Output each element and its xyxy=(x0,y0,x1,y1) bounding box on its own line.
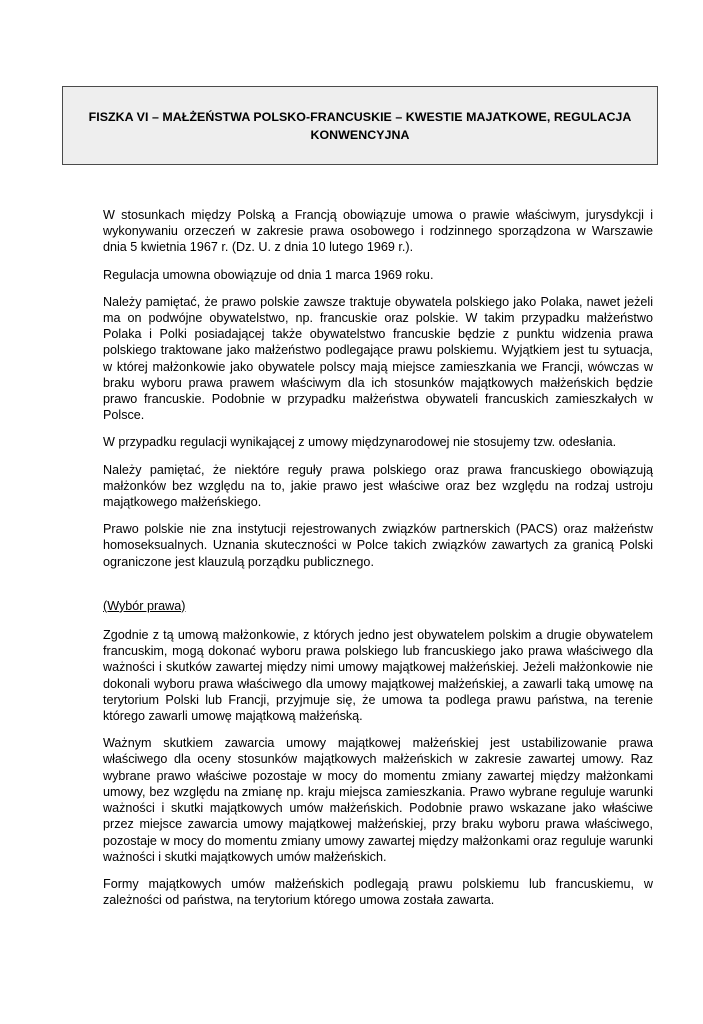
paragraph-choice-of-law: Zgodnie z tą umową małżonkowie, z których jedno jest obywatelem polskim a drugie obywatelem francuskim, mogą dokonać wyboru prawa polskiego lub francuskiego jako prawa właściwego dla ważności i skutków zawartej między nimi umowy majątkowej małżeńskiej. Jeżeli małżonkowie nie dokonali wyboru prawa właściwego dla umowy majątkowej małżeńskiej, a zawarli taką umowę na terytorium Polski lub Francji, przyjmuje się, że umowa ta podlega prawu państwa, na terenie którego zawarli umowę majątkową małżeńską. xyxy=(103,628,653,724)
document-body xyxy=(103,207,653,919)
paragraph-agreement: W stosunkach między Polską a Francją obowiązuje umowa o prawie właściwym, jurysdykcji i wykonywaniu orzeczeń w zakresie prawa osobowego i rodzinnego sporządzona w Warszawie dnia 5 kwietnia 1967 r. (Dz. U. z dnia 10 lutego 1969 r.). xyxy=(103,208,653,255)
paragraph-pacs: Prawo polskie nie zna instytucji rejestrowanych związków partnerskich (PACS) oraz małżeństw homoseksualnych. Uznania skuteczności w Polce takich związków zawartych za granicą Polski ograniczone jest klauzulą porządku publicznego. xyxy=(103,522,653,569)
paragraph-effective-date: Regulacja umowna obowiązuje od dnia 1 marca 1969 roku. xyxy=(103,267,434,282)
title-box xyxy=(62,86,658,165)
document-title: FISZKA VI – MAŁŻEŃSTWA POLSKO-FRANCUSKIE – KWESTIE MAJATKOWE, REGULACJA KONWENCYJNA xyxy=(88,109,632,142)
section-heading-choice-of-law: (Wybór prawa) xyxy=(103,598,186,613)
paragraph-stabilization: Ważnym skutkiem zawarcia umowy majątkowej małżeńskiej jest ustabilizowanie prawa właściwego dla oceny stosunków majątkowych małżeńskich w zakresie zawartej umowy. Raz wybrane prawo właściwe pozostaje w mocy do momentu zmiany zawartej między małżonkami umowy, bez względu na zmianę np. kraju miejsca zamieszkania. Prawo wybrane reguluje warunki ważności i skutki majątkowych umów małżeńskich. Podobnie prawo wskazane jako właściwe przez miejsce zawarcia umowy majątkowej małżeńskiej, przy braku wyboru prawa właściwego, pozostaje w mocy do momentu zmiany umowy zawartej między małżonkami oraz reguluje warunki ważności i skutki majątkowych umów małżeńskich. xyxy=(103,736,653,864)
paragraph-form: Formy majątkowych umów małżeńskich podlegają prawu polskiemu lub francuskiemu, w zależności od państwa, na terytorium którego umowa została zawarta. xyxy=(103,876,653,908)
paragraph-mandatory-rules: Należy pamiętać, że niektóre reguły prawa polskiego oraz prawa francuskiego obowiązują małżonków bez względu na to, jakie prawo jest właściwe oraz bez względu na rodzaj ustroju majątkowego małżeńskiego. xyxy=(103,462,653,510)
paragraph-dual-citizenship: Należy pamiętać, że prawo polskie zawsze traktuje obywatela polskiego jako Polaka, nawet jeżeli ma on podwójne obywatelstwo, np. francuskie oraz polskie. W takim przypadku małżeństwo Polaka i Polki posiadającej także obywatelstwo francuskie będzie z punktu widzenia prawa polskiego traktowane jako małżeństwo podlegające prawu polskiemu. Wyjątkiem jest tu sytuacja, w której małżonkowie jako obywatele polscy mają miejsce zamieszkania we Francji, wówczas w braku wyboru prawa prawem właściwym dla ich stosunków majątkowych małżeńskich będzie prawo francuskie. Podobnie w przypadku małżeństwa obywateli francuskich zamieszkałych w Polsce. xyxy=(103,294,653,423)
paragraph-no-renvoi: W przypadku regulacji wynikającej z umowy międzynarodowej nie stosujemy tzw. odesłania. xyxy=(103,435,617,450)
